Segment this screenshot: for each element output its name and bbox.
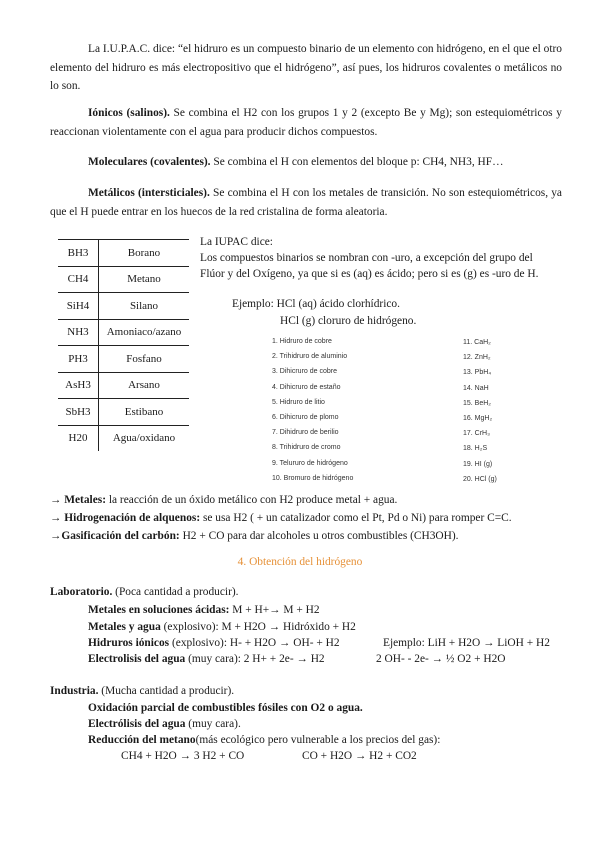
table-row: NH3 Amoniaco/azano (58, 319, 189, 346)
industry-heading: Industria. (Mucha cantidad a producir). (50, 685, 235, 697)
lab-ionic-example: Ejemplo: LiH + H2O → LiOH + H2 (383, 637, 550, 649)
iupac-note: La IUPAC dice: Los compuestos binarios se nombran con -uro, a excepción del grupo del Flúor y del Oxígeno, ya que si es (aq) es ácido; pero si es (g) es -uro de H. (200, 236, 539, 280)
arrow-icon: → (50, 530, 62, 542)
lab-electrolysis-anode: 2 OH- - 2e- → ½ O2 + H2O (376, 653, 506, 665)
table-row: SiH4 Silano (58, 293, 189, 320)
exercise-names-list: 1. Hidruro de cobre 2. Trihidruro de aluminio 3. Dihicruro de cobre 4. Dihicruro de estaño 5. Hidruro de litio 6. Dihicruro de plomo 7. Dihidruro de berilio 8. Trihidruro de cromo 9. Telururo de hidrógeno 10. Bromuro de hidrógeno (272, 338, 354, 482)
industry-line-oxidation: Oxidación parcial de combustibles fósiles con O2 o agua. (88, 702, 363, 714)
arrow-icon: → (50, 494, 65, 506)
table-row: PH3 Fosfano (58, 346, 189, 373)
example-g: HCl (g) cloruro de hidrógeno. (280, 315, 417, 327)
list-item: → Hidrogenación de alquenos: se usa H2 ( + un catalizador como el Pt, Pd o Ni) para romper C=C. (50, 512, 512, 524)
intro-paragraph: La I.U.P.A.C. dice: “el hidruro es un compuesto binario de un elemento con hidrógeno, en el que el otro elemento del hidruro es más electropositivo que el hidrógeno”, así pues, los hidruros covalentes o metálicos no lo son. (50, 43, 562, 92)
ionicos-paragraph: Iónicos (salinos). Se combina el H2 con los grupos 1 y 2 (excepto Be y Mg); son estequiométricos y reaccionan violentamente con el agua para producir dichos compuestos. (50, 107, 562, 138)
list-item: →Gasificación del carbón: H2 + CO para dar alcoholes u otros combustibles (CH3OH). (50, 530, 459, 542)
example-aq: Ejemplo: HCl (aq) ácido clorhídrico. (232, 298, 400, 310)
section-title: 4. Obtención del hidrógeno (237, 556, 363, 568)
table-row: CH4 Metano (58, 266, 189, 293)
lab-line-ionic: Hidruros iónicos (explosivo): H- + H2O → OH- + H2 (88, 637, 340, 649)
lab-line-electrolysis: Electrolisis del agua (muy cara): 2 H+ + 2e- → H2 (88, 653, 325, 665)
list-item: → Metales: la reacción de un óxido metálico con H2 produce metal + agua. (50, 494, 398, 506)
methane-equation-1: CH4 + H2O → 3 H2 + CO (121, 750, 245, 762)
methane-equation-2: CO + H2O → H2 + CO2 (302, 750, 417, 762)
lab-line-water: Metales y agua (explosivo): M + H2O → Hidróxido + H2 (88, 621, 356, 633)
metalicos-paragraph: Metálicos (intersticiales). Se combina el H con los metales de transición. No son estequiométricos, ya que el H puede entrar en los huecos de la red cristalina de forma aleatoria. (50, 187, 562, 218)
arrow-icon: → (50, 512, 65, 524)
moleculares-paragraph: Moleculares (covalentes). Se combina el H con elementos del bloque p: CH4, NH3, HF… (88, 156, 504, 168)
table-row: BH3 Borano (58, 240, 189, 267)
industry-line-methane: Reducción del metano(más ecológico pero vulnerable a los precios del gas): (88, 734, 441, 746)
hydride-table (58, 239, 189, 451)
table-row: H20 Agua/oxidano (58, 425, 189, 451)
industry-line-electrolysis: Electrólisis del agua (muy cara). (88, 718, 241, 730)
table-row: SbH3 Estibano (58, 399, 189, 426)
table-row: AsH3 Arsano (58, 372, 189, 399)
lab-line-acid: Metales en soluciones ácidas: M + H+→ M + H2 (88, 604, 320, 616)
uses-list (50, 491, 512, 545)
lab-heading: Laboratorio. (Poca cantidad a producir). (50, 586, 239, 598)
exercise-formulas-list: 11. CaH₂ 12. ZnH₂ 13. PbH₄ 14. NaH 15. BeH₂ 16. MgH₂ 17. CrH₃ 18. H₂S 19. HI (g) 20. HCl (g) (463, 339, 497, 483)
